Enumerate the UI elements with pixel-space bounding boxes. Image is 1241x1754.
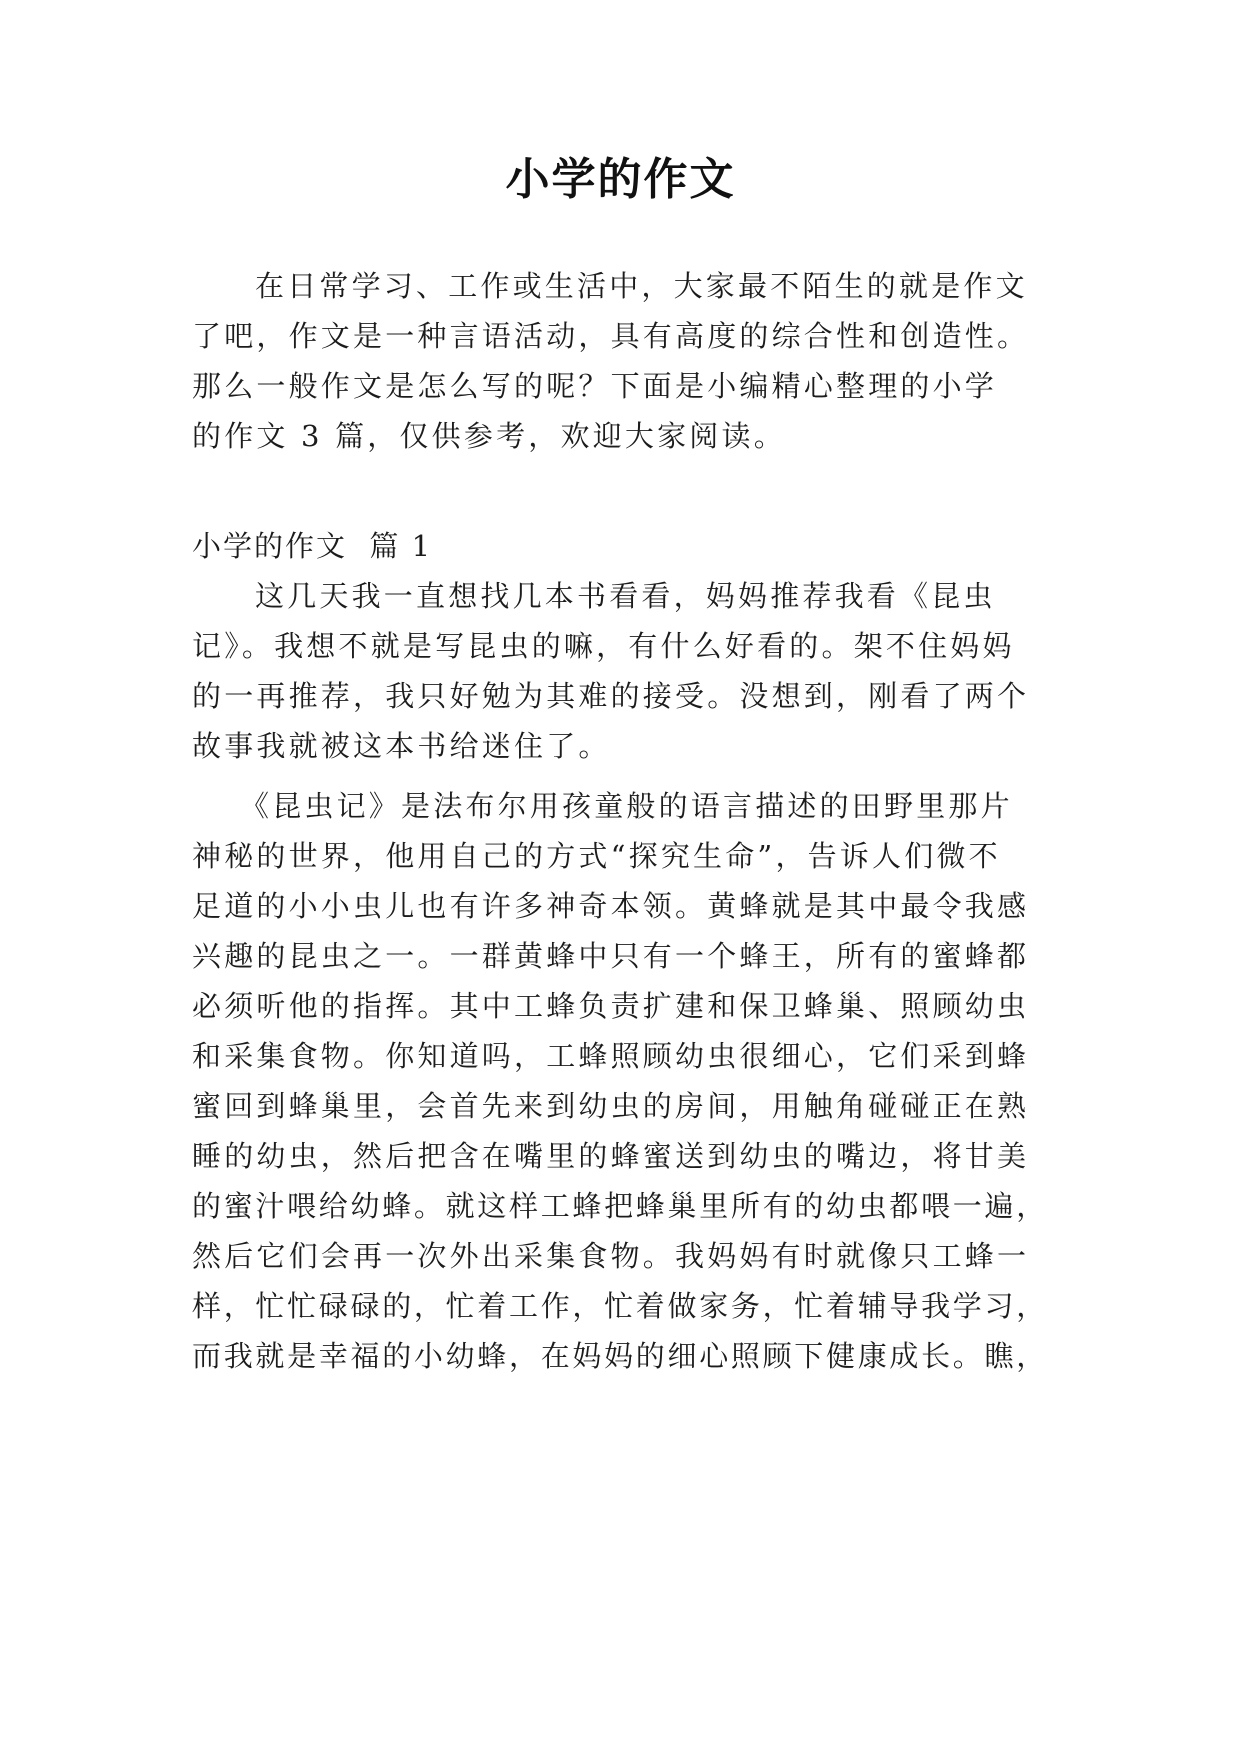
paragraph-line: 足道的小小虫儿也有许多神奇本领。黄蜂就是其中最令我感	[192, 889, 1030, 923]
paragraph-line: 然后它们会再一次外出采集食物。我妈妈有时就像只工蜂一	[192, 1239, 1030, 1273]
intro-line: 的作文 3 篇，仅供参考，欢迎大家阅读。	[192, 419, 786, 453]
paragraph-line: 的一再推荐，我只好勉为其难的接受。没想到，刚看了两个	[192, 679, 1030, 713]
paragraph-line: 记》。我想不就是写昆虫的嘛，有什么好看的。架不住妈妈	[192, 629, 1015, 663]
intro-line: 那么一般作文是怎么写的呢？下面是小编精心整理的小学	[192, 369, 998, 403]
paragraph-line: 故事我就被这本书给迷住了。	[192, 729, 611, 763]
paragraph-line: 而我就是幸福的小幼蜂，在妈妈的细心照顾下健康成长。瞧，	[192, 1339, 1048, 1373]
section-heading: 小学的作文 篇 1	[192, 529, 433, 563]
paragraph-line: 《昆虫记》是法布尔用孩童般的语言描述的田野里那片	[240, 789, 1013, 823]
paragraph-line: 兴趣的昆虫之一。一群黄蜂中只有一个蜂王，所有的蜜蜂都	[192, 939, 1030, 973]
paragraph-line: 神秘的世界，他用自己的方式“探究生命”，告诉人们微不	[192, 839, 1001, 873]
paragraph-line: 样，忙忙碌碌的，忙着工作，忙着做家务，忙着辅导我学习，	[192, 1289, 1048, 1323]
paragraph-line: 必须听他的指挥。其中工蜂负责扩建和保卫蜂巢、照顾幼虫	[192, 989, 1030, 1023]
paragraph-line: 的蜜汁喂给幼蜂。就这样工蜂把蜂巢里所有的幼虫都喂一遍，	[192, 1189, 1048, 1223]
document-title: 小学的作文	[505, 154, 736, 205]
paragraph-line: 和采集食物。你知道吗，工蜂照顾幼虫很细心，它们采到蜂	[192, 1039, 1030, 1073]
intro-line: 在日常学习、工作或生活中，大家最不陌生的就是作文	[255, 269, 1028, 303]
paragraph-line: 这几天我一直想找几本书看看，妈妈推荐我看《昆虫	[255, 579, 996, 613]
paragraph-line: 睡的幼虫，然后把含在嘴里的蜂蜜送到幼虫的嘴边，将甘美	[192, 1139, 1030, 1173]
paragraph-line: 蜜回到蜂巢里，会首先来到幼虫的房间，用触角碰碰正在熟	[192, 1089, 1030, 1123]
intro-line: 了吧，作文是一种言语活动，具有高度的综合性和创造性。	[192, 319, 1030, 353]
